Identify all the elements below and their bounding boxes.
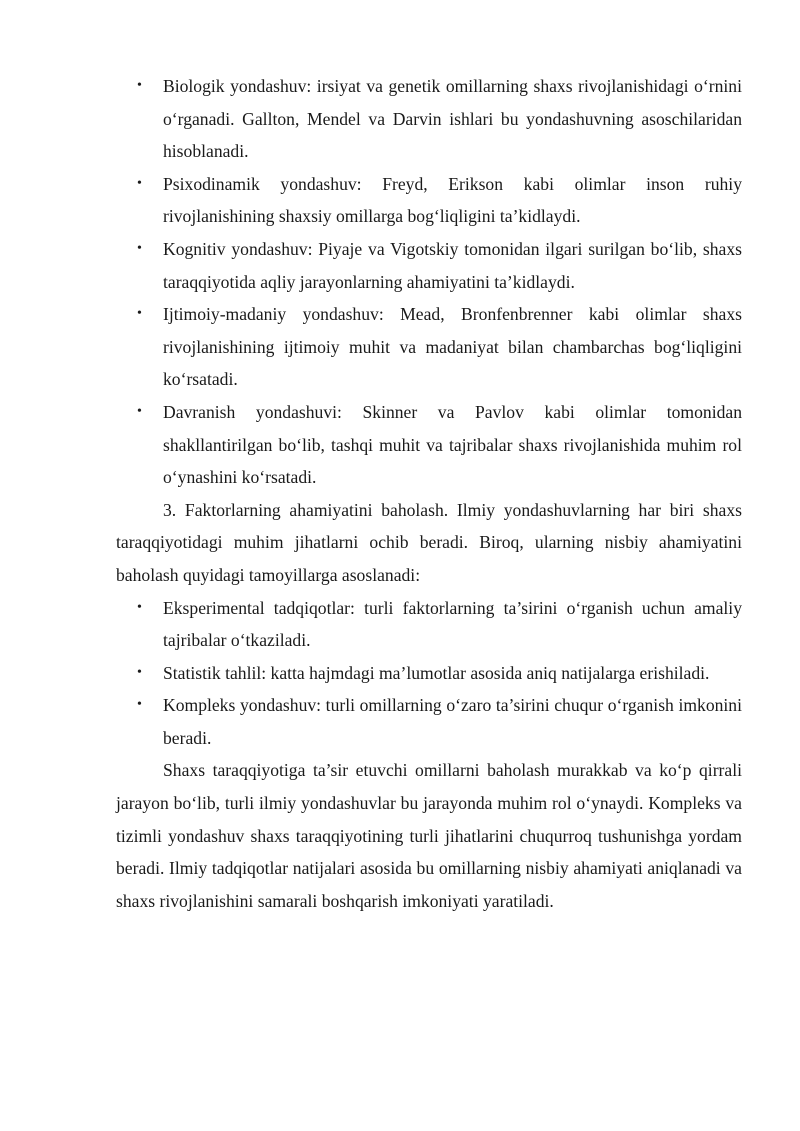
bullet-icon: • xyxy=(137,697,142,713)
bullet-icon: • xyxy=(137,664,142,680)
list-item-text: Kompleks yondashuv: turli omillarning o‘zaro ta’sirini chuqur o‘rganish imkonini beradi. xyxy=(163,695,742,748)
list-item xyxy=(116,298,742,396)
list-item xyxy=(116,689,742,754)
list-item-text: Kognitiv yondashuv: Piyaje va Vigotskiy tomonidan ilgari surilgan bo‘lib, shaxs taraqqiyotida aqliy jarayonlarning ahamiyatini ta’kidlaydi. xyxy=(163,238,742,292)
bullet-icon: • xyxy=(137,599,142,615)
principles-list xyxy=(116,592,742,755)
bullet-icon: • xyxy=(137,240,142,256)
approaches-list xyxy=(116,70,742,494)
bullet-icon: • xyxy=(137,78,142,93)
list-item-text: Davranish yondashuvi: Skinner va Pavlov kabi olimlar tomonidan shakllantirilgan bo‘lib, tashqi muhit va tajribalar shaxs rivojlanishida muhim rol o‘ynashini ko‘rsatadi. xyxy=(163,401,742,488)
document-page xyxy=(116,70,742,917)
list-item-text: Ijtimoiy-madaniy yondashuv: Mead, Bronfenbrenner kabi olimlar shaxs rivojlanishining ijtimoiy muhit va madaniyat bilan chambarchas bog‘liqligini ko‘rsatadi. xyxy=(163,304,742,390)
list-item xyxy=(116,70,742,168)
bullet-icon: • xyxy=(137,175,142,191)
list-item xyxy=(116,396,742,494)
list-item xyxy=(116,168,742,233)
list-item-text: Psixodinamik yondashuv: Freyd, Erikson kabi olimlar inson ruhiy rivojlanishining shaxsiy omillarga bog‘liqligini ta’kidlaydi. xyxy=(163,173,742,227)
list-item xyxy=(116,233,742,298)
bullet-icon: • xyxy=(137,306,142,322)
list-item xyxy=(116,657,742,690)
list-item-text: Eksperimental tadqiqotlar: turli faktorlarning ta’sirini o‘rganish uchun amaliy tajribalar o‘tkaziladi. xyxy=(163,597,742,651)
conclusion-paragraph: Shaxs taraqqiyotiga ta’sir etuvchi omillarni baholash murakkab va ko‘p qirrali jarayon bo‘lib, turli ilmiy yondashuvlar bu jarayonda muhim rol o‘ynaydi. Kompleks va tizimli yondashuv shaxs taraqqiyotining turli jihatlarini chuqurroq tushunishga yordam beradi. Ilmiy tadqiqotlar natijalari asosida bu omillarning nisbiy ahamiyati aniqlanadi va shaxs rivojlanishini samarali boshqarish imkoniyati yaratiladi. xyxy=(116,760,742,911)
bullet-icon: • xyxy=(137,403,142,419)
list-item xyxy=(116,592,742,657)
list-item-text: Statistik tahlil: katta hajmdagi ma’lumotlar asosida aniq natijalarga erishiladi. xyxy=(163,662,710,683)
list-item-text: Biologik yondashuv: irsiyat va genetik omillarning shaxs rivojlanishidagi o‘rnini o‘rganadi. Gallton, Mendel va Darvin ishlari bu yondashuvning asoschilaridan hisoblanadi. xyxy=(163,76,742,162)
section-paragraph: 3. Faktorlarning ahamiyatini baholash. Ilmiy yondashuvlarning har biri shaxs taraqqiyotidagi muhim jihatlarni ochib beradi. Biroq, ularning nisbiy ahamiyatini baholash quyidagi tamoyillarga asoslanadi: xyxy=(116,499,742,585)
